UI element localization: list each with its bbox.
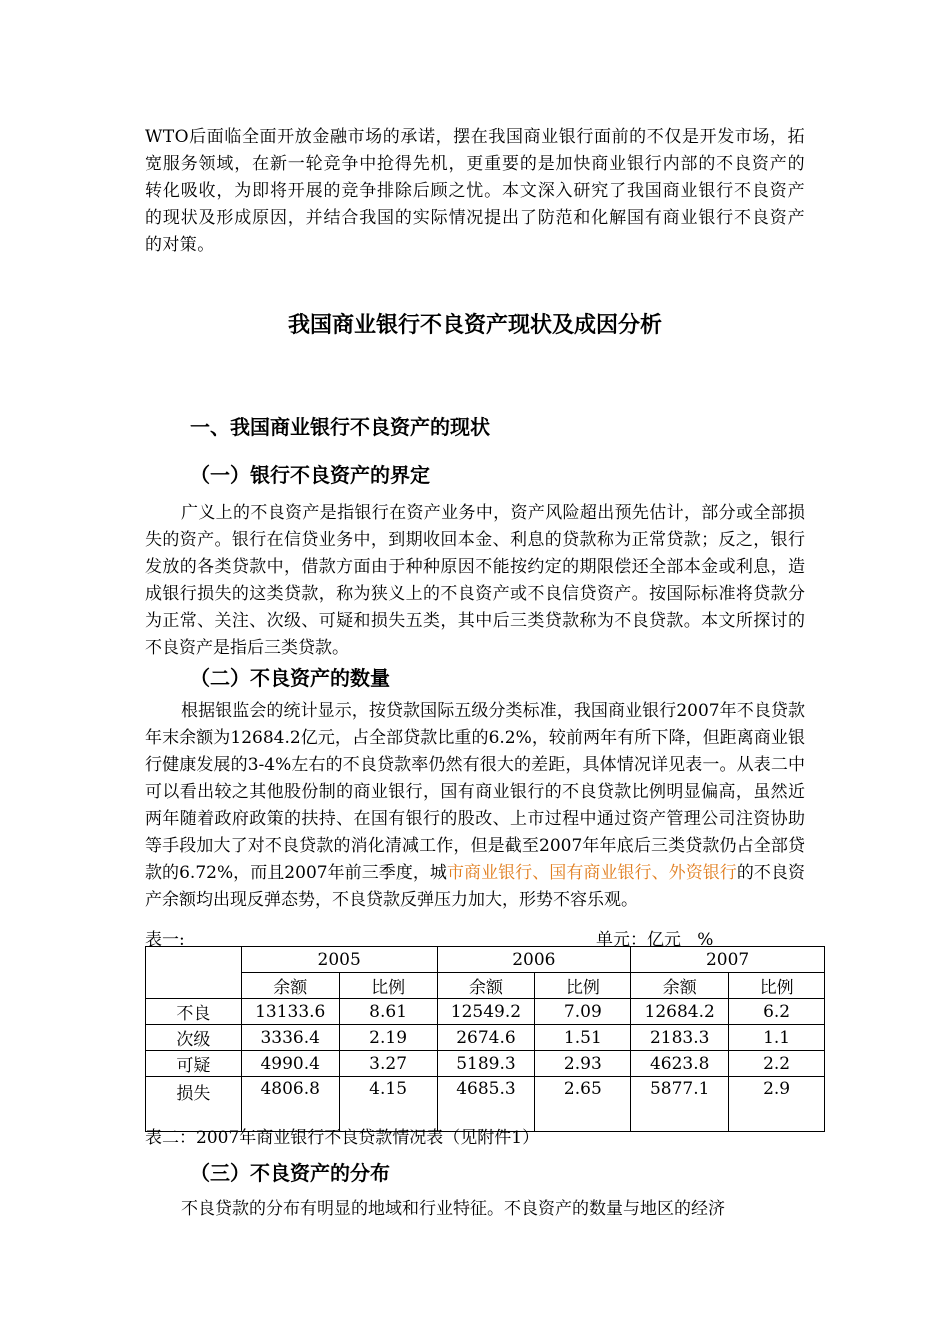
subsection-heading-1: （一）银行不良资产的界定 bbox=[190, 463, 430, 487]
npl-table bbox=[145, 946, 825, 1132]
table-corner-cell bbox=[146, 947, 242, 999]
table-unit: 单元：亿元 % bbox=[596, 930, 714, 950]
highlighted-text: 市商业银行、国有商业银行、外资银行 bbox=[446, 863, 737, 883]
column-header: 比例 bbox=[729, 973, 825, 999]
table-cell: 8.61 bbox=[339, 999, 437, 1025]
year-header: 2006 bbox=[437, 947, 631, 973]
table-cell: 4.15 bbox=[339, 1077, 437, 1132]
table-subheader-row bbox=[146, 973, 825, 999]
section-heading-1: 一、我国商业银行不良资产的现状 bbox=[190, 415, 490, 439]
row-label: 可疑 bbox=[146, 1051, 242, 1077]
column-header: 余额 bbox=[241, 973, 339, 999]
row-label: 损失 bbox=[146, 1077, 242, 1132]
definition-paragraph: 广义上的不良资产是指银行在资产业务中，资产风险超出预先估计，部分或全部损失的资产。银行在信贷业务中，到期收回本金、利息的贷款称为正常贷款；反之，银行发放的各类贷款中，借款方面由于种种原因不能按约定的期限偿还全部本金或利息，造成银行损失的这类贷款，称为狭义上的不良资产或不良信贷资产。按国际标准将贷款分为正常、关注、次级、可疑和损失五类，其中后三类贷款称为不良贷款。本文所探讨的不良资产是指后三类贷款。 bbox=[145, 503, 805, 658]
table-cell: 4623.8 bbox=[631, 1051, 729, 1077]
table-cell: 2.9 bbox=[729, 1077, 825, 1132]
table-cell: 2.2 bbox=[729, 1051, 825, 1077]
intro-paragraph: WTO后面临全面开放金融市场的承诺，摆在我国商业银行面前的不仅是开发市场，拓宽服务领域，在新一轮竞争中抢得先机，更重要的是加快商业银行内部的不良资产的转化吸收，为即将开展的竞争排除后顾之忧。本文深入研究了我国商业银行不良资产的现状及形成原因，并结合我国的实际情况提出了防范和化解国有商业银行不良资产的对策。 bbox=[145, 127, 805, 255]
year-header: 2005 bbox=[241, 947, 437, 973]
column-header: 比例 bbox=[339, 973, 437, 999]
table-header-row bbox=[146, 947, 825, 973]
column-header: 余额 bbox=[437, 973, 535, 999]
table-cell: 1.51 bbox=[535, 1025, 631, 1051]
quantity-text-a: 根据银监会的统计显示，按贷款国际五级分类标准，我国商业银行2007年不良贷款年末余额为12684.2亿元，占全部贷款比重的6.2%，较前两年有所下降，但距离商业银行健康发展的3-4%左右的不良贷款率仍然有很大的差距，具体情况详见表一。从表二中可以看出较之其他股份制的商业银行，国有商业银行的不良贷款比例明显偏高，虽然近两年随着政府政策的扶持、在国有银行的股改、上市过程中通过资产管理公司注资协助等手段加大了对不良贷款的消化清减工作，但是截至2007年年底后三类贷款仍占全部贷款的6.72%，而且2007年前三季度，城 bbox=[145, 701, 805, 883]
table-cell: 2.93 bbox=[535, 1051, 631, 1077]
table-cell: 5877.1 bbox=[631, 1077, 729, 1132]
row-label: 不良 bbox=[146, 999, 242, 1025]
table-cell: 1.1 bbox=[729, 1025, 825, 1051]
table-row bbox=[146, 999, 825, 1025]
table-cell: 5189.3 bbox=[437, 1051, 535, 1077]
year-header: 2007 bbox=[631, 947, 825, 973]
table-cell: 2.65 bbox=[535, 1077, 631, 1132]
quantity-paragraph bbox=[145, 698, 805, 914]
table-note: 表二：2007年商业银行不良贷款情况表（见附件1） bbox=[145, 1128, 540, 1148]
table-cell: 4990.4 bbox=[241, 1051, 339, 1077]
table-row bbox=[146, 1051, 825, 1077]
table-cell: 4685.3 bbox=[437, 1077, 535, 1132]
table-row bbox=[146, 1025, 825, 1051]
table-cell: 3.27 bbox=[339, 1051, 437, 1077]
table-cell: 4806.8 bbox=[241, 1077, 339, 1132]
table-cell: 12684.2 bbox=[631, 999, 729, 1025]
distribution-paragraph: 不良贷款的分布有明显的地域和行业特征。不良资产的数量与地区的经济 bbox=[181, 1199, 725, 1219]
table-cell: 2674.6 bbox=[437, 1025, 535, 1051]
table-cell: 6.2 bbox=[729, 999, 825, 1025]
table-cell: 12549.2 bbox=[437, 999, 535, 1025]
column-header: 余额 bbox=[631, 973, 729, 999]
table-cell: 13133.6 bbox=[241, 999, 339, 1025]
table-cell: 2.19 bbox=[339, 1025, 437, 1051]
subsection-heading-3: （三）不良资产的分布 bbox=[190, 1161, 390, 1185]
page-title: 我国商业银行不良资产现状及成因分析 bbox=[287, 313, 662, 338]
subsection-heading-2: （二）不良资产的数量 bbox=[190, 666, 390, 690]
table-caption: 表一: bbox=[145, 930, 185, 950]
row-label: 次级 bbox=[146, 1025, 242, 1051]
quantity-text-b: 的不良资产余额均出现反弹态势，不良贷款反弹压力加大，形势不容乐观。 bbox=[145, 863, 805, 910]
column-header: 比例 bbox=[535, 973, 631, 999]
table-cell: 7.09 bbox=[535, 999, 631, 1025]
table-cell: 3336.4 bbox=[241, 1025, 339, 1051]
table-cell: 2183.3 bbox=[631, 1025, 729, 1051]
